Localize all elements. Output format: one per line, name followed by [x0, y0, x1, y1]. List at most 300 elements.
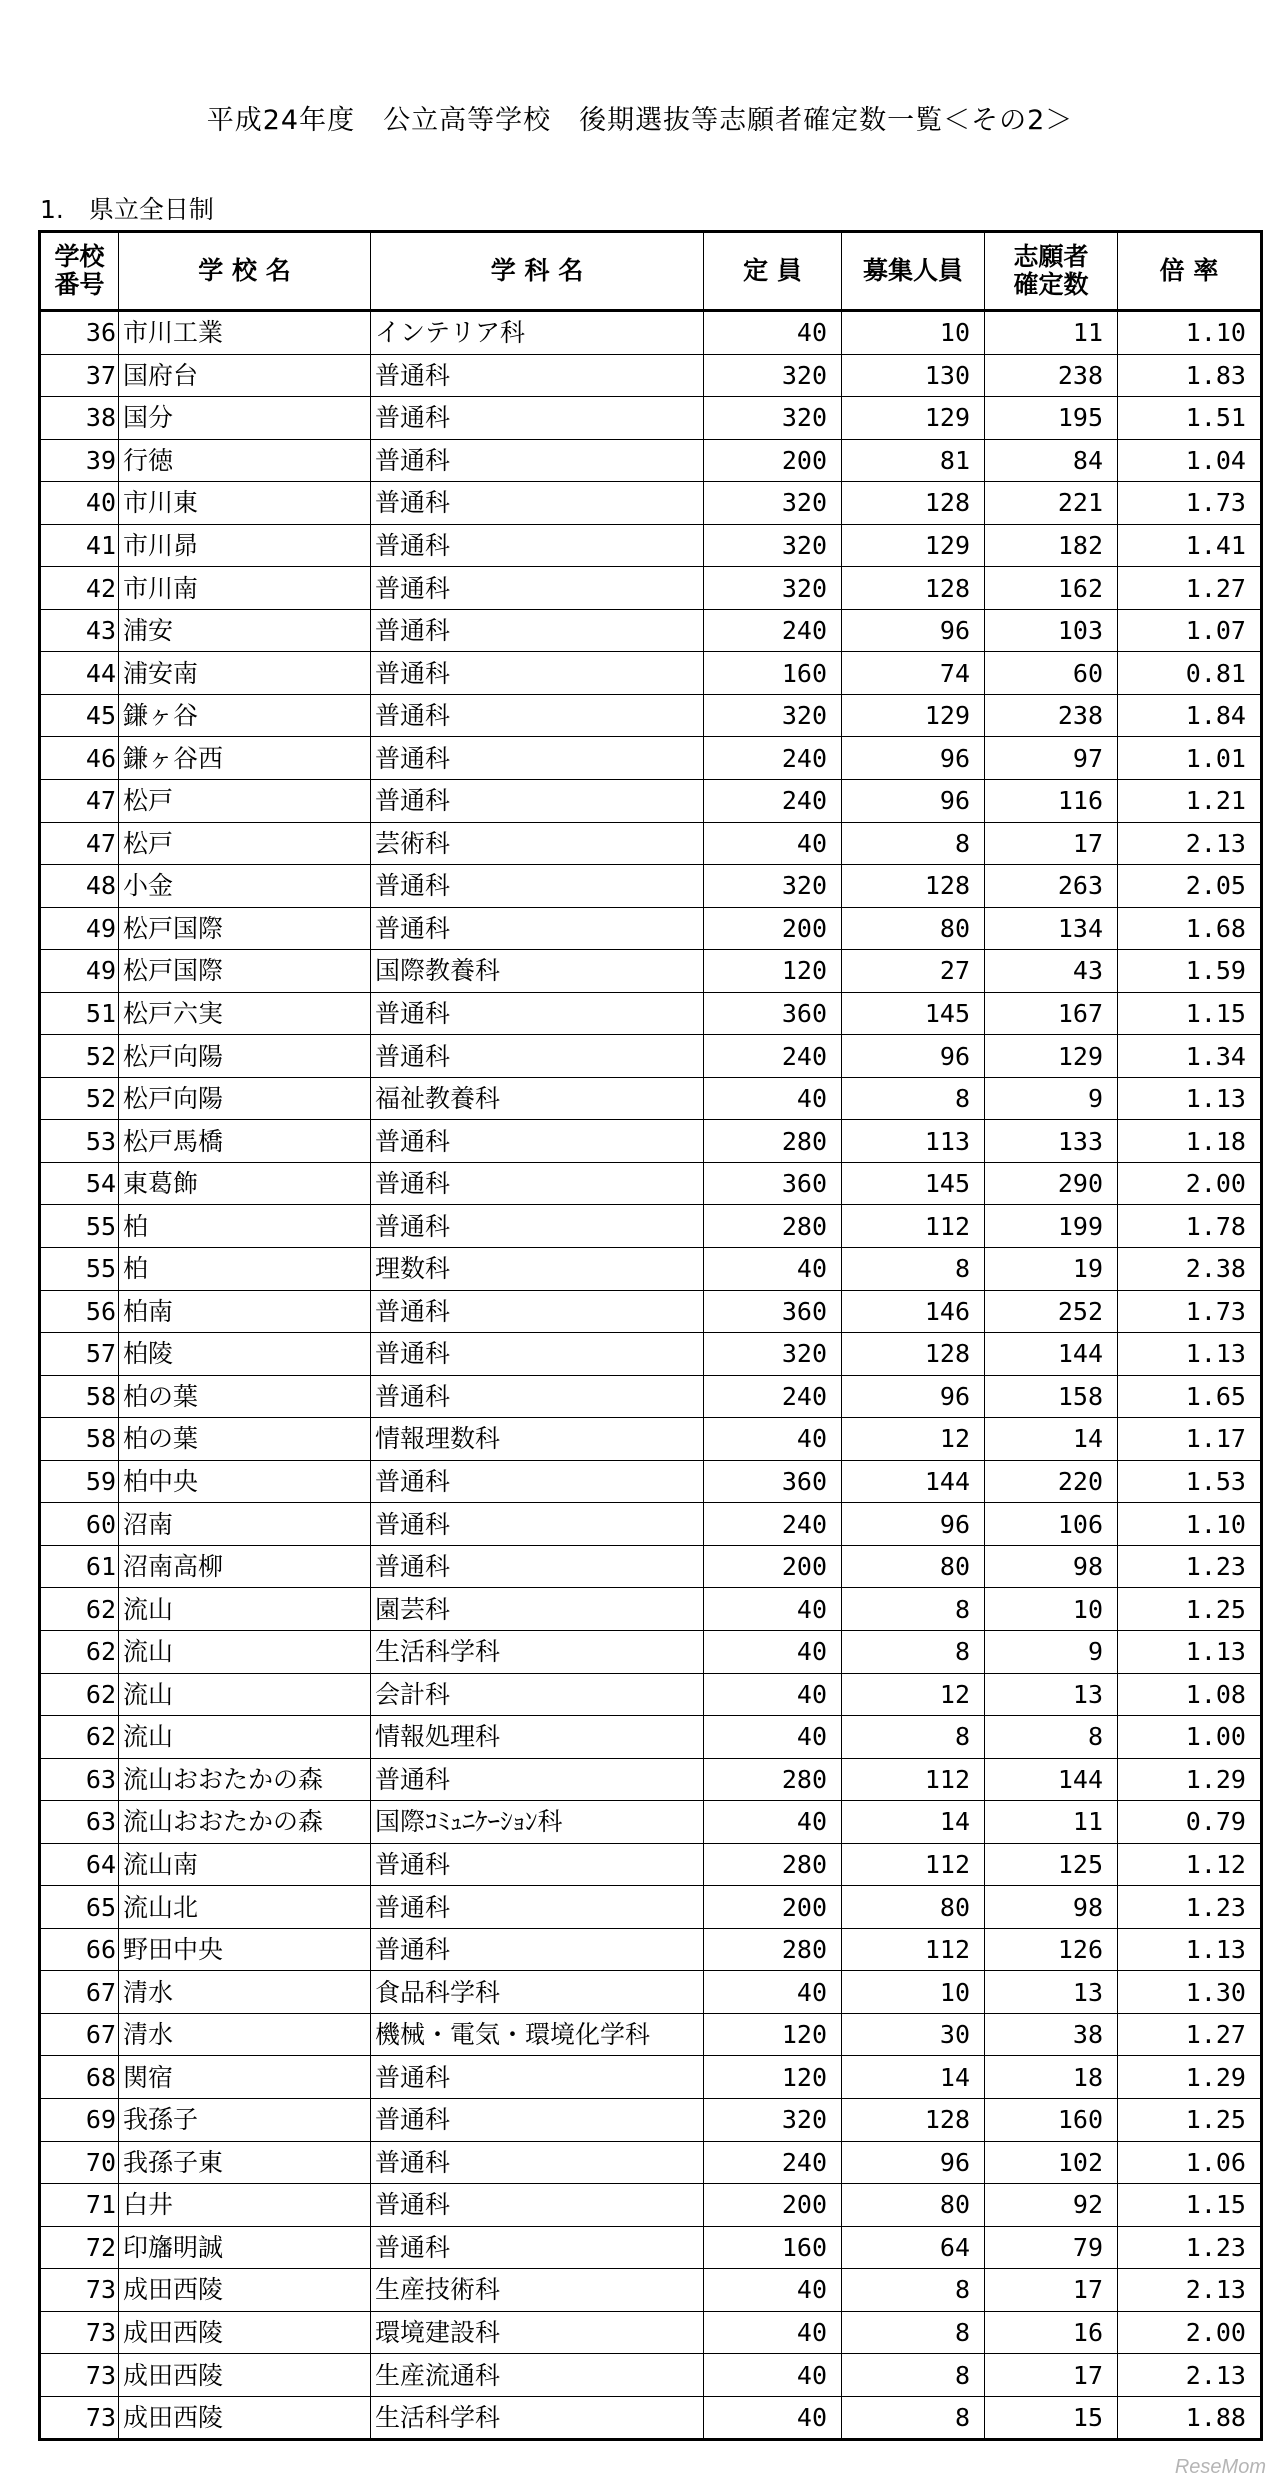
table-row	[40, 1588, 1262, 1631]
cell-school-name: 流山	[119, 1588, 371, 1631]
cell-recruit: 129	[842, 397, 985, 440]
cell-capacity: 40	[704, 2396, 842, 2440]
cell-ratio: 1.27	[1118, 2013, 1262, 2056]
cell-department: 生活科学科	[371, 2396, 704, 2440]
cell-department: 理数科	[371, 1248, 704, 1291]
cell-school-name: 成田西陵	[119, 2354, 371, 2397]
cell-school-name: 流山	[119, 1630, 371, 1673]
cell-recruit: 8	[842, 1630, 985, 1673]
cell-school-name: 市川昴	[119, 524, 371, 567]
cell-school-no: 65	[40, 1886, 119, 1929]
table-row	[40, 1843, 1262, 1886]
cell-recruit: 129	[842, 694, 985, 737]
header-department: 学 科 名	[371, 232, 704, 311]
cell-applicants: 125	[985, 1843, 1118, 1886]
table-row	[40, 1758, 1262, 1801]
cell-applicants: 167	[985, 992, 1118, 1035]
cell-department: 普通科	[371, 439, 704, 482]
cell-recruit: 14	[842, 1801, 985, 1844]
cell-department: 普通科	[371, 1928, 704, 1971]
cell-school-no: 48	[40, 865, 119, 908]
cell-applicants: 9	[985, 1630, 1118, 1673]
cell-ratio: 1.23	[1118, 2226, 1262, 2269]
cell-ratio: 1.27	[1118, 567, 1262, 610]
cell-department: 国際ｺﾐｭﾆｹｰｼｮﾝ科	[371, 1801, 704, 1844]
cell-department: 会計科	[371, 1673, 704, 1716]
cell-school-no: 63	[40, 1758, 119, 1801]
cell-ratio: 2.13	[1118, 2269, 1262, 2312]
cell-ratio: 1.00	[1118, 1716, 1262, 1759]
table-row	[40, 1248, 1262, 1291]
cell-capacity: 40	[704, 1630, 842, 1673]
table-row	[40, 1716, 1262, 1759]
cell-applicants: 98	[985, 1886, 1118, 1929]
cell-capacity: 280	[704, 1758, 842, 1801]
cell-applicants: 195	[985, 397, 1118, 440]
cell-department: 普通科	[371, 1162, 704, 1205]
header-school-no	[40, 232, 119, 311]
cell-department: 生産技術科	[371, 2269, 704, 2312]
cell-school-no: 40	[40, 482, 119, 525]
cell-school-name: 沼南	[119, 1503, 371, 1546]
cell-applicants: 160	[985, 2098, 1118, 2141]
cell-applicants: 19	[985, 1248, 1118, 1291]
header-applicants	[985, 232, 1118, 311]
cell-school-name: 松戸六実	[119, 992, 371, 1035]
cell-recruit: 8	[842, 2311, 985, 2354]
cell-school-no: 70	[40, 2141, 119, 2184]
cell-ratio: 1.13	[1118, 1928, 1262, 1971]
cell-applicants: 220	[985, 1460, 1118, 1503]
cell-recruit: 130	[842, 354, 985, 397]
cell-ratio: 1.68	[1118, 907, 1262, 950]
cell-school-no: 37	[40, 354, 119, 397]
cell-capacity: 240	[704, 609, 842, 652]
cell-applicants: 182	[985, 524, 1118, 567]
table-row	[40, 1205, 1262, 1248]
cell-ratio: 1.30	[1118, 1971, 1262, 2014]
watermark-logo: ReseMom	[1174, 2456, 1266, 2478]
cell-school-name: 松戸国際	[119, 907, 371, 950]
cell-department: 情報理数科	[371, 1418, 704, 1461]
table-row	[40, 992, 1262, 1035]
cell-applicants: 116	[985, 780, 1118, 823]
cell-department: 園芸科	[371, 1588, 704, 1631]
cell-recruit: 96	[842, 1375, 985, 1418]
cell-school-name: 鎌ヶ谷	[119, 694, 371, 737]
cell-department: 普通科	[371, 354, 704, 397]
cell-ratio: 1.15	[1118, 2184, 1262, 2227]
applicants-table	[38, 230, 1263, 2441]
cell-ratio: 1.06	[1118, 2141, 1262, 2184]
table-row	[40, 907, 1262, 950]
table-row	[40, 1545, 1262, 1588]
table-row	[40, 1928, 1262, 1971]
cell-ratio: 1.23	[1118, 1886, 1262, 1929]
cell-ratio: 1.13	[1118, 1630, 1262, 1673]
cell-ratio: 1.25	[1118, 1588, 1262, 1631]
cell-applicants: 17	[985, 2269, 1118, 2312]
cell-capacity: 320	[704, 397, 842, 440]
cell-school-name: 松戸向陽	[119, 1077, 371, 1120]
cell-department: 普通科	[371, 1120, 704, 1163]
cell-applicants: 97	[985, 737, 1118, 780]
cell-school-no: 54	[40, 1162, 119, 1205]
cell-school-no: 39	[40, 439, 119, 482]
table-row	[40, 1035, 1262, 1078]
cell-applicants: 126	[985, 1928, 1118, 1971]
cell-ratio: 1.53	[1118, 1460, 1262, 1503]
cell-recruit: 12	[842, 1673, 985, 1716]
table-row	[40, 780, 1262, 823]
cell-department: 国際教養科	[371, 950, 704, 993]
cell-ratio: 1.88	[1118, 2396, 1262, 2440]
cell-applicants: 221	[985, 482, 1118, 525]
cell-recruit: 112	[842, 1843, 985, 1886]
cell-school-name: 鎌ヶ谷西	[119, 737, 371, 780]
cell-capacity: 200	[704, 439, 842, 482]
cell-applicants: 106	[985, 1503, 1118, 1546]
cell-recruit: 14	[842, 2056, 985, 2099]
cell-school-no: 55	[40, 1248, 119, 1291]
cell-applicants: 14	[985, 1418, 1118, 1461]
cell-school-name: 浦安南	[119, 652, 371, 695]
cell-school-no: 55	[40, 1205, 119, 1248]
table-row	[40, 1418, 1262, 1461]
cell-applicants: 18	[985, 2056, 1118, 2099]
cell-ratio: 2.38	[1118, 1248, 1262, 1291]
cell-ratio: 1.21	[1118, 780, 1262, 823]
cell-applicants: 13	[985, 1673, 1118, 1716]
cell-ratio: 1.18	[1118, 1120, 1262, 1163]
table-row	[40, 2184, 1262, 2227]
cell-capacity: 40	[704, 2354, 842, 2397]
cell-applicants: 10	[985, 1588, 1118, 1631]
cell-school-no: 43	[40, 609, 119, 652]
cell-recruit: 112	[842, 1928, 985, 1971]
cell-school-name: 柏南	[119, 1290, 371, 1333]
table-row	[40, 482, 1262, 525]
cell-school-name: 松戸向陽	[119, 1035, 371, 1078]
table-row	[40, 865, 1262, 908]
cell-ratio: 1.83	[1118, 354, 1262, 397]
cell-capacity: 280	[704, 1928, 842, 1971]
cell-school-no: 58	[40, 1375, 119, 1418]
cell-applicants: 13	[985, 1971, 1118, 2014]
table-row	[40, 2098, 1262, 2141]
table-row	[40, 1503, 1262, 1546]
cell-recruit: 128	[842, 2098, 985, 2141]
cell-department: 芸術科	[371, 822, 704, 865]
cell-school-no: 73	[40, 2269, 119, 2312]
cell-school-no: 45	[40, 694, 119, 737]
cell-school-name: 柏	[119, 1248, 371, 1291]
cell-school-name: 成田西陵	[119, 2396, 371, 2440]
cell-school-name: 成田西陵	[119, 2311, 371, 2354]
table-row	[40, 1333, 1262, 1376]
cell-department: 普通科	[371, 1843, 704, 1886]
cell-applicants: 60	[985, 652, 1118, 695]
cell-school-no: 62	[40, 1630, 119, 1673]
cell-school-name: 東葛飾	[119, 1162, 371, 1205]
cell-capacity: 280	[704, 1843, 842, 1886]
cell-school-no: 49	[40, 907, 119, 950]
table-row	[40, 439, 1262, 482]
cell-school-no: 72	[40, 2226, 119, 2269]
cell-ratio: 0.79	[1118, 1801, 1262, 1844]
table-row	[40, 311, 1262, 355]
table-row	[40, 652, 1262, 695]
cell-recruit: 10	[842, 1971, 985, 2014]
cell-recruit: 8	[842, 2269, 985, 2312]
cell-applicants: 16	[985, 2311, 1118, 2354]
cell-department: 普通科	[371, 2141, 704, 2184]
table-row	[40, 2396, 1262, 2440]
cell-ratio: 1.13	[1118, 1333, 1262, 1376]
cell-recruit: 96	[842, 780, 985, 823]
cell-capacity: 40	[704, 822, 842, 865]
cell-school-name: 関宿	[119, 2056, 371, 2099]
cell-ratio: 0.81	[1118, 652, 1262, 695]
cell-school-no: 52	[40, 1077, 119, 1120]
cell-school-no: 56	[40, 1290, 119, 1333]
cell-capacity: 360	[704, 992, 842, 1035]
cell-school-name: 小金	[119, 865, 371, 908]
cell-department: 普通科	[371, 567, 704, 610]
table-row	[40, 1077, 1262, 1120]
cell-department: 普通科	[371, 694, 704, 737]
cell-recruit: 74	[842, 652, 985, 695]
table-row	[40, 2056, 1262, 2099]
cell-applicants: 129	[985, 1035, 1118, 1078]
cell-school-name: 流山南	[119, 1843, 371, 1886]
cell-department: 普通科	[371, 2056, 704, 2099]
cell-capacity: 40	[704, 1716, 842, 1759]
cell-capacity: 40	[704, 1588, 842, 1631]
cell-department: 普通科	[371, 1333, 704, 1376]
cell-capacity: 120	[704, 950, 842, 993]
cell-applicants: 158	[985, 1375, 1118, 1418]
cell-applicants: 199	[985, 1205, 1118, 1248]
cell-capacity: 200	[704, 2184, 842, 2227]
cell-school-name: 行徳	[119, 439, 371, 482]
cell-school-name: 柏陵	[119, 1333, 371, 1376]
cell-school-name: 市川東	[119, 482, 371, 525]
cell-applicants: 238	[985, 354, 1118, 397]
cell-capacity: 240	[704, 1503, 842, 1546]
cell-capacity: 240	[704, 1375, 842, 1418]
cell-department: 普通科	[371, 652, 704, 695]
cell-capacity: 320	[704, 482, 842, 525]
cell-recruit: 8	[842, 1588, 985, 1631]
cell-recruit: 8	[842, 1716, 985, 1759]
cell-capacity: 240	[704, 737, 842, 780]
cell-school-no: 41	[40, 524, 119, 567]
cell-recruit: 12	[842, 1418, 985, 1461]
cell-applicants: 17	[985, 2354, 1118, 2397]
cell-school-no: 59	[40, 1460, 119, 1503]
cell-ratio: 1.25	[1118, 2098, 1262, 2141]
cell-ratio: 1.84	[1118, 694, 1262, 737]
cell-applicants: 38	[985, 2013, 1118, 2056]
cell-capacity: 280	[704, 1120, 842, 1163]
cell-recruit: 64	[842, 2226, 985, 2269]
cell-school-no: 47	[40, 780, 119, 823]
cell-ratio: 1.59	[1118, 950, 1262, 993]
cell-applicants: 92	[985, 2184, 1118, 2227]
cell-ratio: 1.73	[1118, 482, 1262, 525]
cell-capacity: 240	[704, 1035, 842, 1078]
section-heading: 1. 県立全日制	[40, 195, 214, 224]
cell-capacity: 120	[704, 2013, 842, 2056]
cell-school-no: 69	[40, 2098, 119, 2141]
table-row	[40, 1120, 1262, 1163]
table-row	[40, 2226, 1262, 2269]
cell-school-no: 44	[40, 652, 119, 695]
cell-applicants: 144	[985, 1758, 1118, 1801]
table-row	[40, 1971, 1262, 2014]
cell-ratio: 1.10	[1118, 1503, 1262, 1546]
cell-recruit: 128	[842, 567, 985, 610]
cell-capacity: 360	[704, 1290, 842, 1333]
cell-recruit: 8	[842, 1077, 985, 1120]
cell-school-no: 66	[40, 1928, 119, 1971]
cell-recruit: 145	[842, 992, 985, 1035]
cell-applicants: 133	[985, 1120, 1118, 1163]
cell-school-name: 清水	[119, 2013, 371, 2056]
table-row	[40, 1673, 1262, 1716]
cell-ratio: 2.00	[1118, 2311, 1262, 2354]
cell-school-name: 松戸	[119, 822, 371, 865]
header-recruit: 募集人員	[842, 232, 985, 311]
cell-capacity: 40	[704, 2311, 842, 2354]
cell-department: 普通科	[371, 737, 704, 780]
cell-capacity: 320	[704, 567, 842, 610]
cell-school-name: 松戸	[119, 780, 371, 823]
cell-school-no: 42	[40, 567, 119, 610]
cell-school-no: 68	[40, 2056, 119, 2099]
cell-ratio: 1.29	[1118, 2056, 1262, 2099]
cell-department: インテリア科	[371, 311, 704, 355]
cell-school-no: 36	[40, 311, 119, 355]
cell-applicants: 11	[985, 1801, 1118, 1844]
header-capacity: 定 員	[704, 232, 842, 311]
cell-recruit: 96	[842, 737, 985, 780]
cell-capacity: 40	[704, 1418, 842, 1461]
cell-recruit: 128	[842, 1333, 985, 1376]
cell-department: 普通科	[371, 907, 704, 950]
cell-applicants: 84	[985, 439, 1118, 482]
cell-capacity: 40	[704, 1971, 842, 2014]
cell-school-no: 67	[40, 2013, 119, 2056]
cell-capacity: 40	[704, 1801, 842, 1844]
cell-capacity: 360	[704, 1162, 842, 1205]
cell-recruit: 128	[842, 482, 985, 525]
cell-school-name: 流山北	[119, 1886, 371, 1929]
cell-school-name: 野田中央	[119, 1928, 371, 1971]
cell-ratio: 1.34	[1118, 1035, 1262, 1078]
cell-department: 情報処理科	[371, 1716, 704, 1759]
cell-school-name: 我孫子	[119, 2098, 371, 2141]
cell-school-no: 38	[40, 397, 119, 440]
table-row	[40, 397, 1262, 440]
header-school-no-line1: 学校	[54, 242, 105, 271]
cell-ratio: 2.13	[1118, 822, 1262, 865]
header-ratio: 倍 率	[1118, 232, 1262, 311]
cell-capacity: 40	[704, 1673, 842, 1716]
cell-ratio: 2.13	[1118, 2354, 1262, 2397]
cell-applicants: 15	[985, 2396, 1118, 2440]
cell-school-no: 57	[40, 1333, 119, 1376]
cell-school-no: 62	[40, 1673, 119, 1716]
cell-department: 福祉教養科	[371, 1077, 704, 1120]
cell-department: 普通科	[371, 1886, 704, 1929]
cell-school-name: 流山	[119, 1716, 371, 1759]
cell-school-name: 国府台	[119, 354, 371, 397]
cell-capacity: 40	[704, 1248, 842, 1291]
cell-school-no: 62	[40, 1716, 119, 1759]
cell-ratio: 1.23	[1118, 1545, 1262, 1588]
cell-ratio: 1.41	[1118, 524, 1262, 567]
cell-school-name: 白井	[119, 2184, 371, 2227]
cell-school-no: 73	[40, 2311, 119, 2354]
header-applicants-line2: 確定数	[1013, 270, 1089, 299]
cell-school-name: 沼南高柳	[119, 1545, 371, 1588]
cell-department: 普通科	[371, 1545, 704, 1588]
cell-capacity: 320	[704, 2098, 842, 2141]
cell-school-no: 71	[40, 2184, 119, 2227]
cell-school-no: 49	[40, 950, 119, 993]
table-row	[40, 2141, 1262, 2184]
cell-capacity: 320	[704, 524, 842, 567]
cell-department: 普通科	[371, 1375, 704, 1418]
cell-school-no: 73	[40, 2354, 119, 2397]
cell-capacity: 320	[704, 354, 842, 397]
cell-applicants: 263	[985, 865, 1118, 908]
header-school-no-line2: 番号	[54, 270, 105, 299]
cell-recruit: 96	[842, 1503, 985, 1546]
cell-applicants: 103	[985, 609, 1118, 652]
cell-ratio: 1.29	[1118, 1758, 1262, 1801]
cell-applicants: 79	[985, 2226, 1118, 2269]
cell-department: 普通科	[371, 1460, 704, 1503]
cell-ratio: 1.15	[1118, 992, 1262, 1035]
cell-recruit: 129	[842, 524, 985, 567]
cell-capacity: 320	[704, 1333, 842, 1376]
cell-school-name: 松戸国際	[119, 950, 371, 993]
cell-department: 機械・電気・環境化学科	[371, 2013, 704, 2056]
table-row	[40, 2013, 1262, 2056]
cell-capacity: 40	[704, 311, 842, 355]
cell-applicants: 252	[985, 1290, 1118, 1333]
cell-applicants: 43	[985, 950, 1118, 993]
cell-school-no: 46	[40, 737, 119, 780]
cell-department: 環境建設科	[371, 2311, 704, 2354]
cell-capacity: 40	[704, 2269, 842, 2312]
table-row	[40, 2354, 1262, 2397]
cell-capacity: 240	[704, 780, 842, 823]
table-row	[40, 567, 1262, 610]
cell-recruit: 80	[842, 2184, 985, 2227]
cell-capacity: 200	[704, 907, 842, 950]
cell-school-no: 73	[40, 2396, 119, 2440]
cell-recruit: 10	[842, 311, 985, 355]
table-row	[40, 1630, 1262, 1673]
cell-department: 普通科	[371, 1290, 704, 1333]
cell-school-no: 53	[40, 1120, 119, 1163]
table-row	[40, 354, 1262, 397]
cell-school-name: 柏	[119, 1205, 371, 1248]
